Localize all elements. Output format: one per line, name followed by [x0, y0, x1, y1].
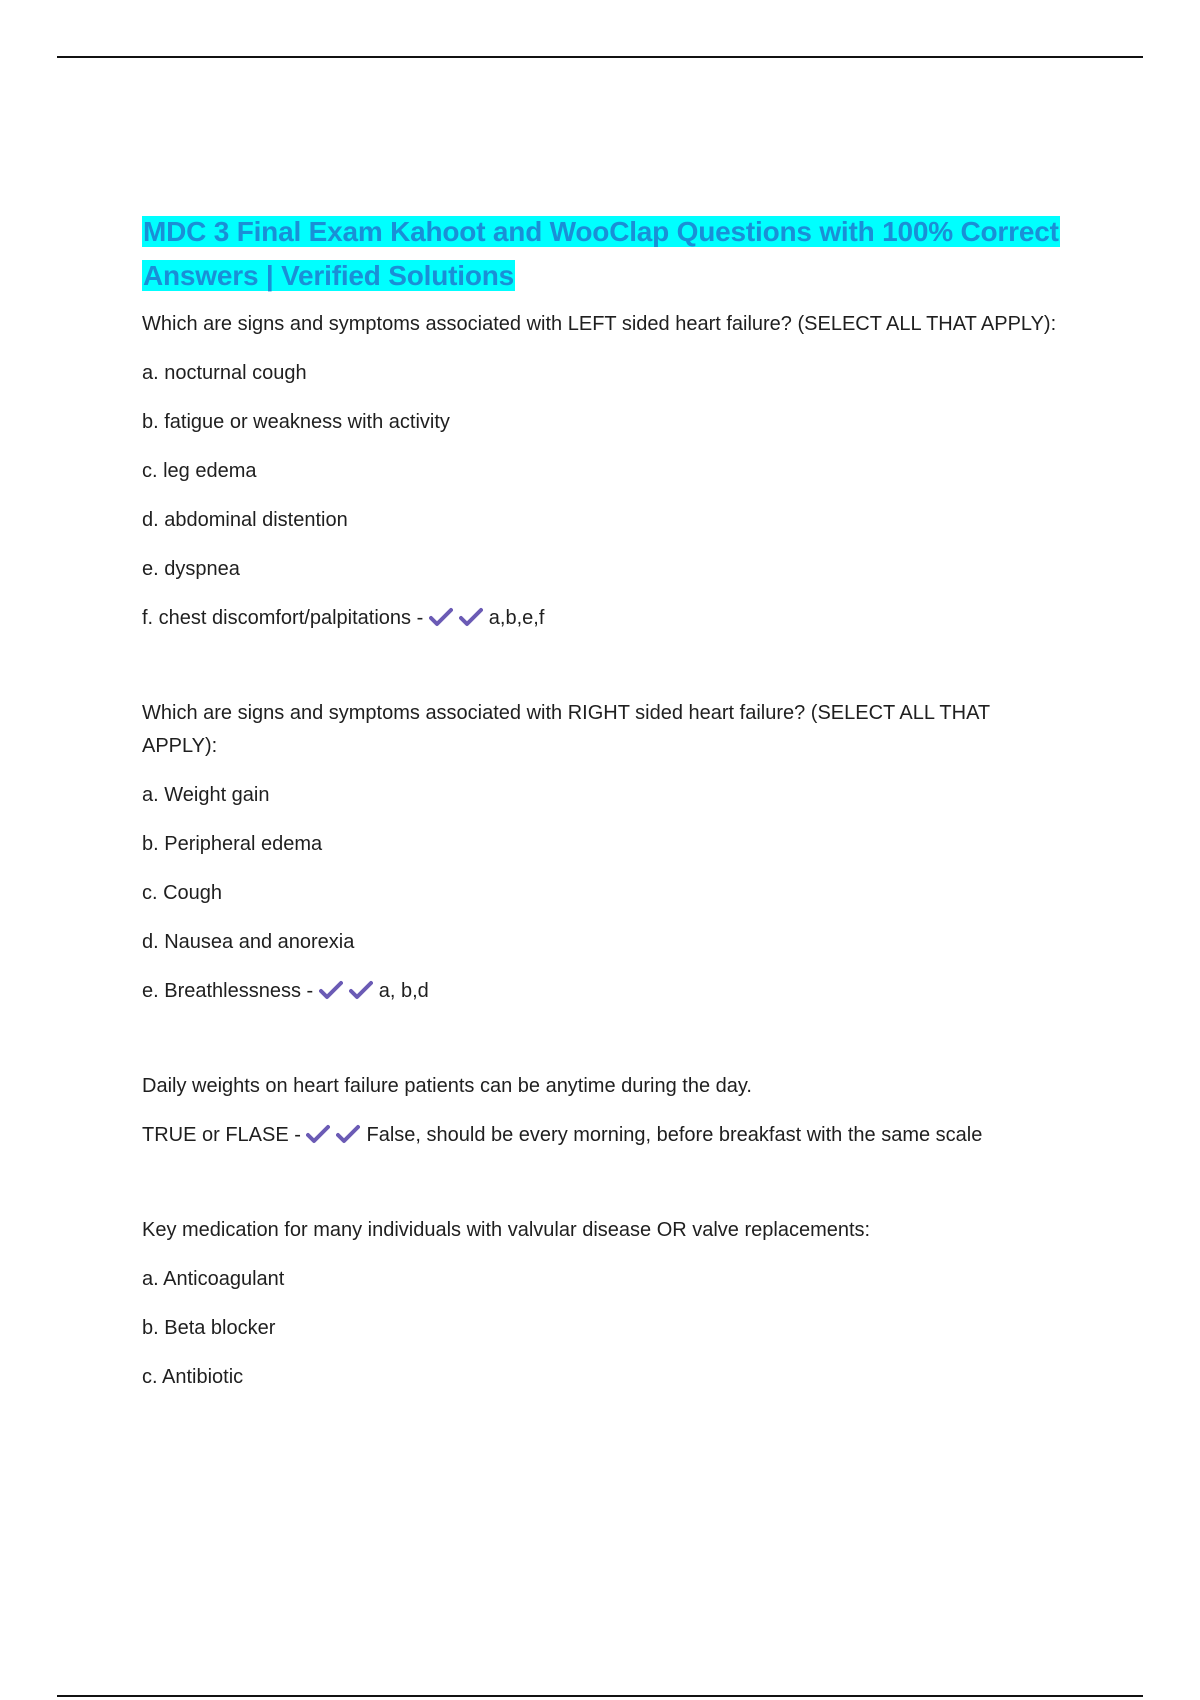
- correct-answer: False, should be every morning, before breakfast with the same scale: [366, 1124, 983, 1146]
- answer-option: c. Antibiotic: [142, 1366, 244, 1388]
- answer-prefix: TRUE or FLASE -: [142, 1124, 301, 1146]
- answer-option: c. Cough: [142, 882, 223, 904]
- checkmark-icon: [429, 607, 453, 627]
- question-block: [142, 697, 1062, 1008]
- checkmark-icon: [459, 607, 483, 627]
- answer-line: [142, 1119, 1062, 1152]
- checkmark-icon: [349, 980, 373, 1000]
- answer-option: a. Anticoagulant: [142, 1268, 285, 1290]
- spacer: [142, 635, 1062, 697]
- answer-line: [142, 975, 1062, 1008]
- checkmark-icon: [336, 1124, 360, 1144]
- question-block: [142, 308, 1062, 635]
- spacer: [142, 1152, 1062, 1214]
- question-text: Which are signs and symptoms associated with RIGHT sided heart failure? (SELECT ALL THAT APPLY):: [142, 702, 990, 757]
- answer-option: b. Peripheral edema: [142, 833, 323, 855]
- answer-option: c. leg edema: [142, 460, 257, 482]
- answer-prefix: e. Breathlessness -: [142, 980, 314, 1002]
- question-text: Which are signs and symptoms associated with LEFT sided heart failure? (SELECT ALL THAT APPLY):: [142, 313, 1057, 335]
- document-body: [142, 210, 1062, 1410]
- question-text: Daily weights on heart failure patients can be anytime during the day.: [142, 1075, 752, 1097]
- question-block: [142, 1214, 1062, 1394]
- document-title: [142, 210, 1062, 298]
- question-text: Key medication for many individuals with valvular disease OR valve replacements:: [142, 1219, 871, 1241]
- checkmark-icon: [306, 1124, 330, 1144]
- correct-answer: a, b,d: [378, 980, 429, 1002]
- answer-prefix: f. chest discomfort/palpitations -: [142, 607, 424, 629]
- spacer: [142, 1008, 1062, 1070]
- answer-line: [142, 602, 1062, 635]
- answer-option: a. nocturnal cough: [142, 362, 307, 384]
- header-rule: [57, 56, 1143, 58]
- correct-answer: a,b,e,f: [488, 607, 545, 629]
- answer-option: e. dyspnea: [142, 558, 240, 580]
- footer-rule: [57, 1695, 1143, 1697]
- answer-option: b. fatigue or weakness with activity: [142, 411, 450, 433]
- checkmark-icon: [319, 980, 343, 1000]
- answer-option: d. Nausea and anorexia: [142, 931, 355, 953]
- question-block: [142, 1070, 1062, 1152]
- document-title-text: MDC 3 Final Exam Kahoot and WooClap Questions with 100% Correct Answers | Verified Solutions: [143, 216, 1059, 291]
- answer-option: d. abdominal distention: [142, 509, 348, 531]
- answer-option: b. Beta blocker: [142, 1317, 276, 1339]
- answer-option: a. Weight gain: [142, 784, 270, 806]
